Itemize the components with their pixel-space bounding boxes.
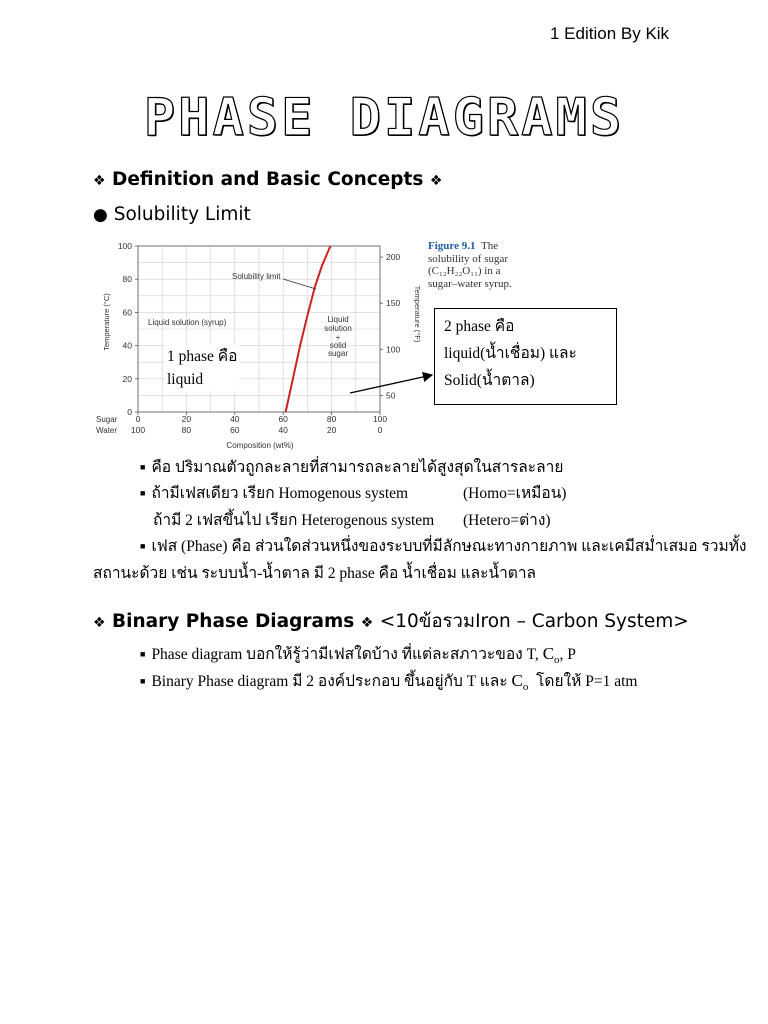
y-tick-label-right: 50 bbox=[386, 390, 396, 401]
edition-label: 1 Edition By Kik bbox=[550, 24, 670, 43]
square-bullet-icon: ■ bbox=[140, 541, 146, 551]
y-tick-label-left: 100 bbox=[117, 241, 132, 251]
two-phase-label-5: sugar bbox=[327, 349, 349, 358]
x-tick-label-sugar: 0 bbox=[135, 414, 141, 424]
bullet-text-end: , P bbox=[559, 646, 576, 663]
diamond-icon: ❖ bbox=[429, 173, 443, 189]
caption-line4: sugar–water syrup. bbox=[428, 277, 512, 290]
x-tick-label-water: 100 bbox=[130, 425, 146, 435]
liquid-solution-label: Liquid solution (syrup) bbox=[148, 318, 227, 327]
diamond-icon: ❖ bbox=[93, 173, 106, 189]
y-tick-label-left: 0 bbox=[127, 407, 132, 417]
bullet-phase-definition bbox=[140, 533, 746, 558]
diamond-icon: ❖ bbox=[93, 615, 106, 631]
bullet-text: คือ ปริมาณตัวถูกละลายที่สามารถละลายได้สูงสุดในสารละลาย bbox=[151, 459, 564, 476]
x-axis-title: Composition (wt%) bbox=[226, 441, 294, 450]
x-tick-label-sugar: 60 bbox=[278, 414, 288, 424]
y-tick-label-left: 80 bbox=[122, 274, 132, 285]
bullet-icon: ● bbox=[93, 205, 108, 225]
two-phase-label-2: solution bbox=[324, 324, 352, 333]
x-tick-label-water: 20 bbox=[326, 425, 337, 435]
two-phase-label-4: solid bbox=[329, 341, 347, 350]
phase-definition-line2: สถานะด้วย เช่น ระบบน้ำ-น้ำตาล มี 2 phase คือ น้ำเชื่อม และน้ำตาล bbox=[93, 565, 537, 582]
square-bullet-icon: ■ bbox=[140, 462, 146, 472]
c-symbol: C bbox=[511, 671, 523, 690]
square-bullet-icon: ■ bbox=[140, 488, 146, 498]
bullet-homogenous bbox=[140, 480, 408, 505]
section-heading-definition bbox=[93, 169, 442, 190]
y-tick-label-left: 40 bbox=[122, 340, 132, 351]
solubility-chart bbox=[90, 236, 435, 456]
diamond-icon: ❖ bbox=[360, 615, 374, 631]
x-tick-label-sugar: 40 bbox=[230, 414, 240, 424]
one-phase-line1: 1 phase คือ bbox=[167, 348, 238, 365]
bullet-text: Phase diagram บอกให้รู้ว่ามีเฟสใดบ้าง ที่แต่ละสภาวะของ T, bbox=[151, 646, 539, 663]
c-symbol: C bbox=[542, 644, 555, 663]
solubility-limit-pointer bbox=[283, 279, 316, 289]
subheading-text: Solubility Limit bbox=[113, 204, 251, 225]
bullet-text-end: โดยให้ P=1 atm bbox=[536, 673, 638, 690]
water-row-label: Water bbox=[96, 426, 118, 435]
bullet-homo-note: (Homo=เหมือน) bbox=[463, 485, 567, 502]
two-phase-annotation-box bbox=[434, 308, 617, 405]
y-tick-label-left: 60 bbox=[122, 307, 132, 318]
bullet-text: เฟส (Phase) คือ ส่วนใดส่วนหนึ่งของระบบที่มีลักษณะทางกายภาพ และเคมีสม่ำเสมอ รวมทั้ง bbox=[151, 538, 747, 555]
bullet-definition bbox=[140, 454, 563, 479]
section-heading-text: Definition and Basic Concepts bbox=[112, 169, 424, 190]
bullet-phase-diagram bbox=[140, 641, 576, 666]
x-tick-label-water: 40 bbox=[278, 425, 288, 435]
solubility-limit-label: Solubility limit bbox=[232, 272, 281, 281]
bullet-text: ถ้ามีเฟสเดียว เรียก Homogenous system bbox=[151, 485, 409, 502]
y-tick-label-right: 200 bbox=[386, 252, 401, 263]
figure-number: Figure 9.1 bbox=[428, 240, 476, 252]
sugar-row-label: Sugar bbox=[96, 415, 118, 424]
one-phase-annotation bbox=[165, 345, 239, 391]
x-tick-label-water: 80 bbox=[181, 425, 192, 435]
x-tick-label-sugar: 100 bbox=[372, 414, 388, 424]
square-bullet-icon: ■ bbox=[140, 676, 146, 686]
line-heterogenous: ถ้ามี 2 เฟสขึ้นไป เรียก Heterogenous system bbox=[153, 512, 435, 529]
two-phase-label-3: + bbox=[335, 333, 341, 342]
two-phase-line1: 2 phase คือ bbox=[444, 318, 515, 335]
page-title: PHASE DIAGRAMS bbox=[143, 88, 625, 148]
y-axis-left-title: Temperature (°C) bbox=[102, 293, 111, 351]
square-bullet-icon: ■ bbox=[140, 649, 146, 659]
y-axis-right-title: Temperature (°F) bbox=[413, 285, 422, 343]
annotation-arrow bbox=[340, 365, 440, 405]
y-tick-label-right: 100 bbox=[386, 344, 401, 355]
caption-formula: (C₁₂H₂₂O₁₁) in a bbox=[428, 265, 501, 277]
two-phase-line2: liquid(น้ำเชื่อม) และ bbox=[444, 345, 577, 362]
bullet-binary-phase-diagram bbox=[140, 668, 637, 693]
x-tick-label-sugar: 80 bbox=[326, 414, 337, 424]
x-tick-label-sugar: 20 bbox=[181, 414, 192, 424]
section-heading-binary bbox=[93, 607, 689, 636]
section-heading-text: Binary Phase Diagrams bbox=[112, 611, 355, 632]
figure-caption bbox=[428, 240, 568, 290]
y-tick-label-right: 150 bbox=[386, 298, 401, 309]
one-phase-line2: liquid bbox=[167, 371, 204, 388]
x-tick-label-water: 0 bbox=[377, 425, 383, 435]
section-note: <10ข้อรวมIron – Carbon System> bbox=[379, 611, 689, 632]
two-phase-label-1: Liquid bbox=[327, 315, 349, 324]
c-subscript: o bbox=[522, 681, 529, 694]
x-tick-label-water: 60 bbox=[230, 425, 240, 435]
caption-line1: The bbox=[480, 240, 499, 252]
subheading-solubility-limit bbox=[93, 204, 251, 225]
caption-line2: solubility of sugar bbox=[428, 252, 509, 265]
bullet-text: Binary Phase diagram มี 2 องค์ประกอบ ขึ้นอยู่กับ T และ bbox=[151, 673, 508, 690]
c-subscript: o bbox=[554, 654, 560, 667]
y-tick-label-left: 20 bbox=[122, 373, 132, 384]
two-phase-line3: Solid(น้ำตาล) bbox=[444, 372, 535, 389]
hetero-note: (Hetero=ต่าง) bbox=[463, 512, 551, 529]
